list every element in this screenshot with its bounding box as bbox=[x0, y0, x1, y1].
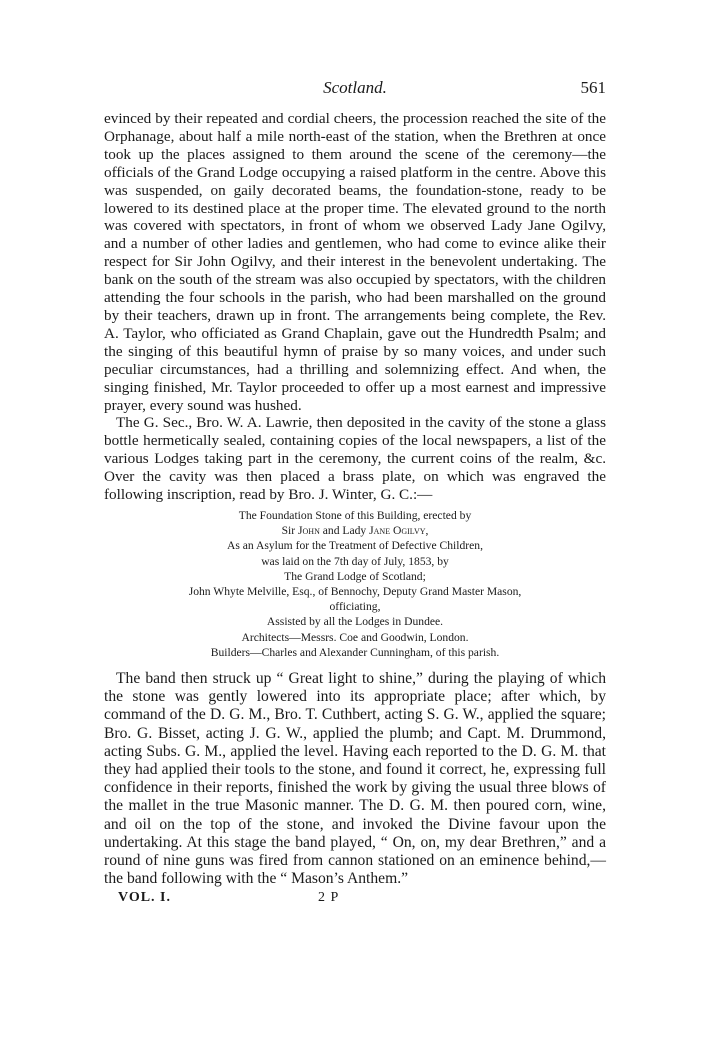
inscription-line-10: Builders—Charles and Alexander Cunningham, of this parish. bbox=[210, 645, 500, 659]
volume-label: VOL. I. bbox=[118, 890, 172, 906]
inscription-line-4: was laid on the 7th day of July, 1853, by bbox=[261, 554, 449, 568]
body-paragraph-1: evinced by their repeated and cordial cheers, the procession reached the site of the Orphanage, about half a mile north-east of the station, when the Brethren at once took up the places assigned to them around the scene of the ceremony—the officials of the Grand Lodge occupying a raised platform in the centre. Above this was suspended, on gaily decorated beams, the foundation-stone, ready to be lowered to its destined place at the proper time. The elevated ground to the north was covered with spectators, in front of whom we observed Lady Jane Ogilvy, and a number of other ladies and gentlemen, who had come to evince alike their respect for Sir John Ogilvy, and their interest in the benevolent undertaking. The bank on the south of the stream was also occupied by spectators, with the children attending the four schools in the parish, who had been marshalled on the ground by their teachers, drawn up in front. The arrangements being complete, the Rev. A. Taylor, who officiated as Grand Chaplain, gave out the Hundredth Psalm; and the singing of this beautiful hymn of praise by so many voices, and under such peculiar circumstances, had a thrilling and solemnizing effect. And when, the singing finished, Mr. Taylor proceeded to offer up a most earnest and impressive prayer, every sound was hushed. bbox=[104, 110, 606, 414]
body-paragraph-3: The band then struck up “ Great light to shine,” during the playing of which the stone was gently lowered into its appropriate place; after which, by command of the D. G. M., Bro. T. Cuthbert, acting S. G. W., applied the square; Bro. G. Bisset, acting J. G. W., applied the plumb; and Capt. M. Drummond, acting Subs. G. M., applied the level. Having each reported to the D. G. M. that they had applied their tools to the stone, and found it correct, he, expressing full confidence in their reports, finished the work by giving the usual three blows of the mallet in the true Masonic manner. The D. G. M. then poured corn, wine, and oil on the top of the stone, and invoked the Divine favour upon the undertaking. At this stage the band played, “ On, on, my dear Brethren,” and a round of nine guns was fired from cannon stationed on an eminence behind,—the band following with the “ Mason’s Anthem.” bbox=[104, 669, 606, 888]
inscription-line-6: John Whyte Melville, Esq., of Bennochy, Deputy Grand Master Mason, bbox=[188, 584, 522, 598]
inscription-line-8: Assisted by all the Lodges in Dundee. bbox=[266, 615, 444, 629]
running-title: Scotland. bbox=[323, 78, 387, 97]
inscription-line-2-pre: Sir bbox=[281, 524, 299, 538]
inscription-line-2 bbox=[104, 523, 606, 538]
inscription-line-3: As an Asylum for the Treatment of Defective Children, bbox=[227, 539, 483, 553]
page-footer bbox=[104, 890, 606, 910]
inscription-line-1: The Foundation Stone of this Building, erected by bbox=[238, 508, 472, 522]
inscription-block bbox=[104, 508, 606, 660]
running-head bbox=[104, 78, 606, 102]
signature-mark: 2 P bbox=[318, 890, 340, 906]
inscription-name-john: John bbox=[298, 524, 320, 538]
body-paragraph-2: The G. Sec., Bro. W. A. Lawrie, then deposited in the cavity of the stone a glass bottle hermetically sealed, containing copies of the local newspapers, a list of the various Lodges taking part in the ceremony, the current coins of the realm, &c. Over the cavity was then placed a brass plate, on which was engraved the following inscription, read by Bro. J. Winter, G. C.:— bbox=[104, 414, 606, 504]
inscription-line-2-post: , bbox=[425, 524, 429, 538]
page-number: 561 bbox=[580, 78, 606, 97]
inscription-line-5: The Grand Lodge of Scotland; bbox=[284, 569, 426, 583]
book-page bbox=[104, 78, 606, 910]
inscription-line-2-mid: and Lady bbox=[319, 524, 370, 538]
inscription-name-jane: Jane Ogilvy bbox=[369, 524, 426, 538]
inscription-line-7: officiating, bbox=[329, 600, 381, 614]
inscription-line-9: Architects—Messrs. Coe and Goodwin, London. bbox=[241, 630, 469, 644]
